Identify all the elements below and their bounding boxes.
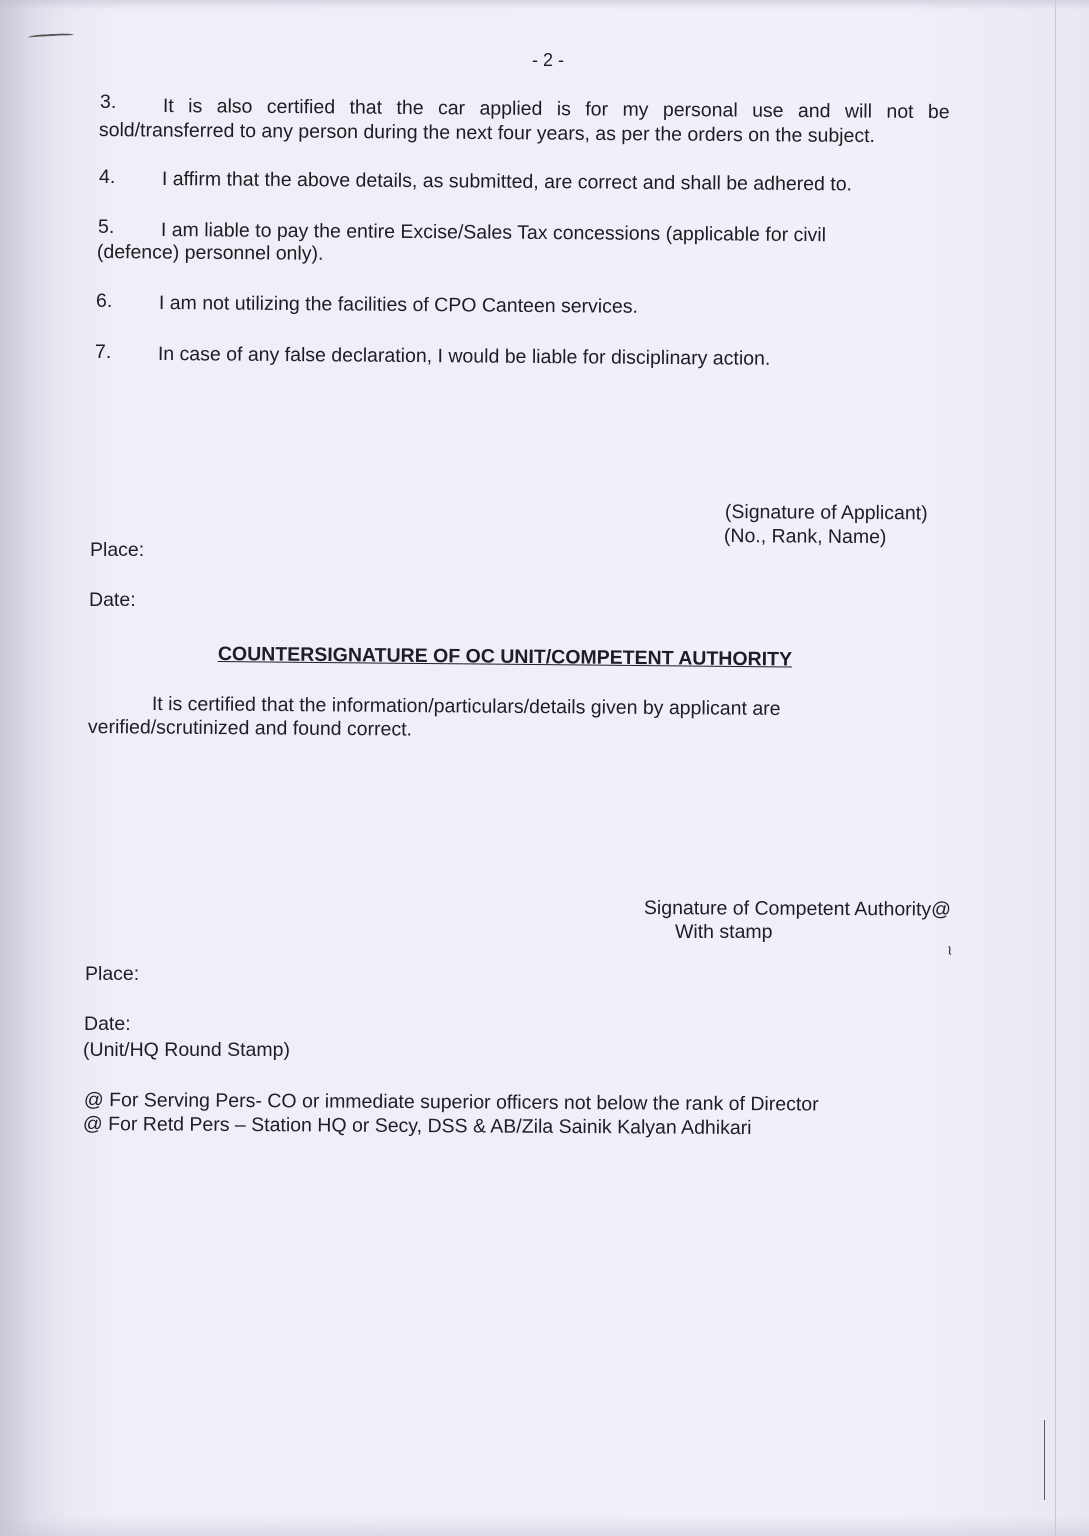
item-5-line-1: I am liable to pay the entire Excise/Sales Tax concessions (applicable for civil: [160, 218, 827, 247]
countersignature-body-line-2: verified/scrutinized and found correct.: [87, 715, 413, 741]
scan-edge-top: [0, 0, 1089, 10]
scan-edge-right: [1055, 0, 1056, 1536]
handwritten-tick: ~: [938, 943, 961, 958]
authority-place-label: Place:: [85, 963, 140, 985]
round-stamp-label: (Unit/HQ Round Stamp): [83, 1039, 290, 1061]
scan-edge-bottom: [0, 1516, 1089, 1536]
item-4-line-1: I affirm that the above details, as submitted, are correct and shall be adhered to.: [161, 167, 853, 196]
item-3-line-2: sold/transferred to any person during the next four years, as per the orders on the subject.: [98, 118, 876, 148]
item-6-number: 6.: [96, 290, 113, 312]
authority-date-label: Date:: [84, 1013, 131, 1035]
footnote-serving: @ For Serving Pers- CO or immediate superior officers not below the rank of Director: [83, 1089, 819, 1116]
countersignature-heading: COUNTERSIGNATURE OF OC UNIT/COMPETENT AUTHORITY: [217, 642, 793, 671]
applicant-date-label: Date:: [89, 589, 136, 611]
item-3-number: 3.: [100, 91, 117, 113]
item-5-number: 5.: [98, 216, 115, 238]
footnote-retired: @ For Retd Pers – Station HQ or Secy, DSS & AB/Zila Sainik Kalyan Adhikari: [82, 1113, 752, 1140]
applicant-place-label: Place:: [90, 539, 145, 561]
item-4-number: 4.: [99, 166, 116, 188]
applicant-rank-name-label: (No., Rank, Name): [723, 525, 887, 549]
page-number: - 2 -: [532, 50, 565, 70]
authority-stamp-label: With stamp: [675, 921, 773, 943]
item-6-line-1: I am not utilizing the facilities of CPO Canteen services.: [158, 291, 639, 318]
item-5-line-2: (defence) personnel only).: [96, 240, 324, 265]
applicant-signature-label: (Signature of Applicant): [724, 500, 928, 525]
authority-signature-label: Signature of Competent Authority@: [643, 897, 952, 921]
item-7-line-1: In case of any false declaration, I would be liable for disciplinary action.: [157, 342, 771, 370]
scan-edge-mark: [1044, 1420, 1045, 1500]
item-3-line-1: It is also certified that the car applied is for my personal use and will not be: [162, 94, 950, 124]
scan-shadow-left: [0, 0, 70, 1536]
countersignature-body-line-1: It is certified that the information/particulars/details given by applicant are: [151, 692, 781, 720]
item-7-number: 7.: [95, 341, 112, 363]
